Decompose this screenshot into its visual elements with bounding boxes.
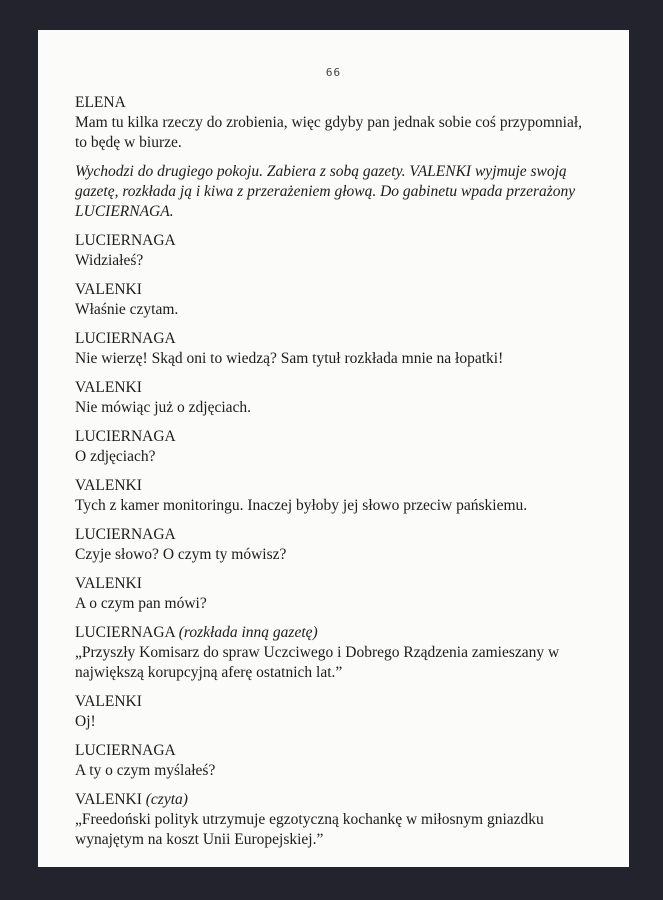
stage-direction: Wychodzi do drugiego pokoju. Zabiera z sobą gazety. VALENKI wyjmuje swoją gazetę, rozkłada ją i kiwa z przerażeniem głową. Do gabinetu wpada przerażony LUCIERNAGA. xyxy=(75,163,576,220)
dialogue-line: Nie wierzę! Skąd oni to wiedzą? Sam tytuł rozkłada mnie na łopatki! xyxy=(75,350,504,367)
speaker-name: VALENKI xyxy=(75,693,142,710)
speaker-name: LUCIERNAGA xyxy=(75,624,175,641)
speaker-name: LUCIERNAGA xyxy=(75,232,176,249)
dialogue-block xyxy=(75,741,595,781)
speaker-name: LUCIERNAGA xyxy=(75,526,176,543)
dialogue-line: A o czym pan mówi? xyxy=(75,595,207,612)
script-text xyxy=(75,93,595,859)
dialogue-line: Oj! xyxy=(75,713,96,730)
dialogue-line: Czyje słowo? O czym ty mówisz? xyxy=(75,546,287,563)
speaker-name: LUCIERNAGA xyxy=(75,428,176,445)
speaker-name: LUCIERNAGA xyxy=(75,330,176,347)
speaker-name: ELENA xyxy=(75,94,126,111)
dialogue-block xyxy=(75,692,595,732)
speaker-with-direction xyxy=(75,790,595,810)
dialogue-line: Tych z kamer monitoringu. Inaczej byłoby jej słowo przeciw pańskiemu. xyxy=(75,497,528,514)
document-page xyxy=(38,30,629,867)
dialogue-block xyxy=(75,525,595,565)
dialogue-line: O zdjęciach? xyxy=(75,448,156,465)
speaker-name: VALENKI xyxy=(75,379,142,396)
speaker-name: VALENKI xyxy=(75,477,142,494)
dialogue-line: „Przyszły Komisarz do spraw Uczciwego i Dobrego Rządzenia zamieszany w największą korupcyjną aferę ostatnich lat.” xyxy=(75,644,560,681)
dialogue-line: „Freedoński polityk utrzymuje egzotyczną kochankę w miłosnym gniazdku wynajętym na koszt Unii Europejskiej.” xyxy=(75,811,544,848)
dialogue-line: Właśnie czytam. xyxy=(75,301,179,318)
dialogue-block xyxy=(75,790,595,850)
dialogue-line: Widziałeś? xyxy=(75,252,144,269)
dialogue-block xyxy=(75,329,595,369)
dialogue-block xyxy=(75,623,595,683)
parenthetical-direction: (czyta) xyxy=(145,791,188,808)
speaker-name: LUCIERNAGA xyxy=(75,742,176,759)
dialogue-block xyxy=(75,231,595,271)
dialogue-block xyxy=(75,280,595,320)
dialogue-block xyxy=(75,427,595,467)
page-number: 66 xyxy=(325,66,342,79)
dialogue-line: Mam tu kilka rzeczy do zrobienia, więc gdyby pan jednak sobie coś przypomniał, to będę w biurze. xyxy=(75,114,583,151)
dialogue-block xyxy=(75,378,595,418)
speaker-name: VALENKI xyxy=(75,791,142,808)
dialogue-block xyxy=(75,574,595,614)
stage-direction-block xyxy=(75,162,595,222)
dialogue-line: A ty o czym myślałeś? xyxy=(75,762,216,779)
speaker-name: VALENKI xyxy=(75,281,142,298)
dialogue-line: Nie mówiąc już o zdjęciach. xyxy=(75,399,252,416)
dialogue-block xyxy=(75,93,595,153)
speaker-name: VALENKI xyxy=(75,575,142,592)
dialogue-block xyxy=(75,476,595,516)
speaker-with-direction xyxy=(75,623,595,643)
parenthetical-direction: (rozkłada inną gazetę) xyxy=(178,624,318,641)
